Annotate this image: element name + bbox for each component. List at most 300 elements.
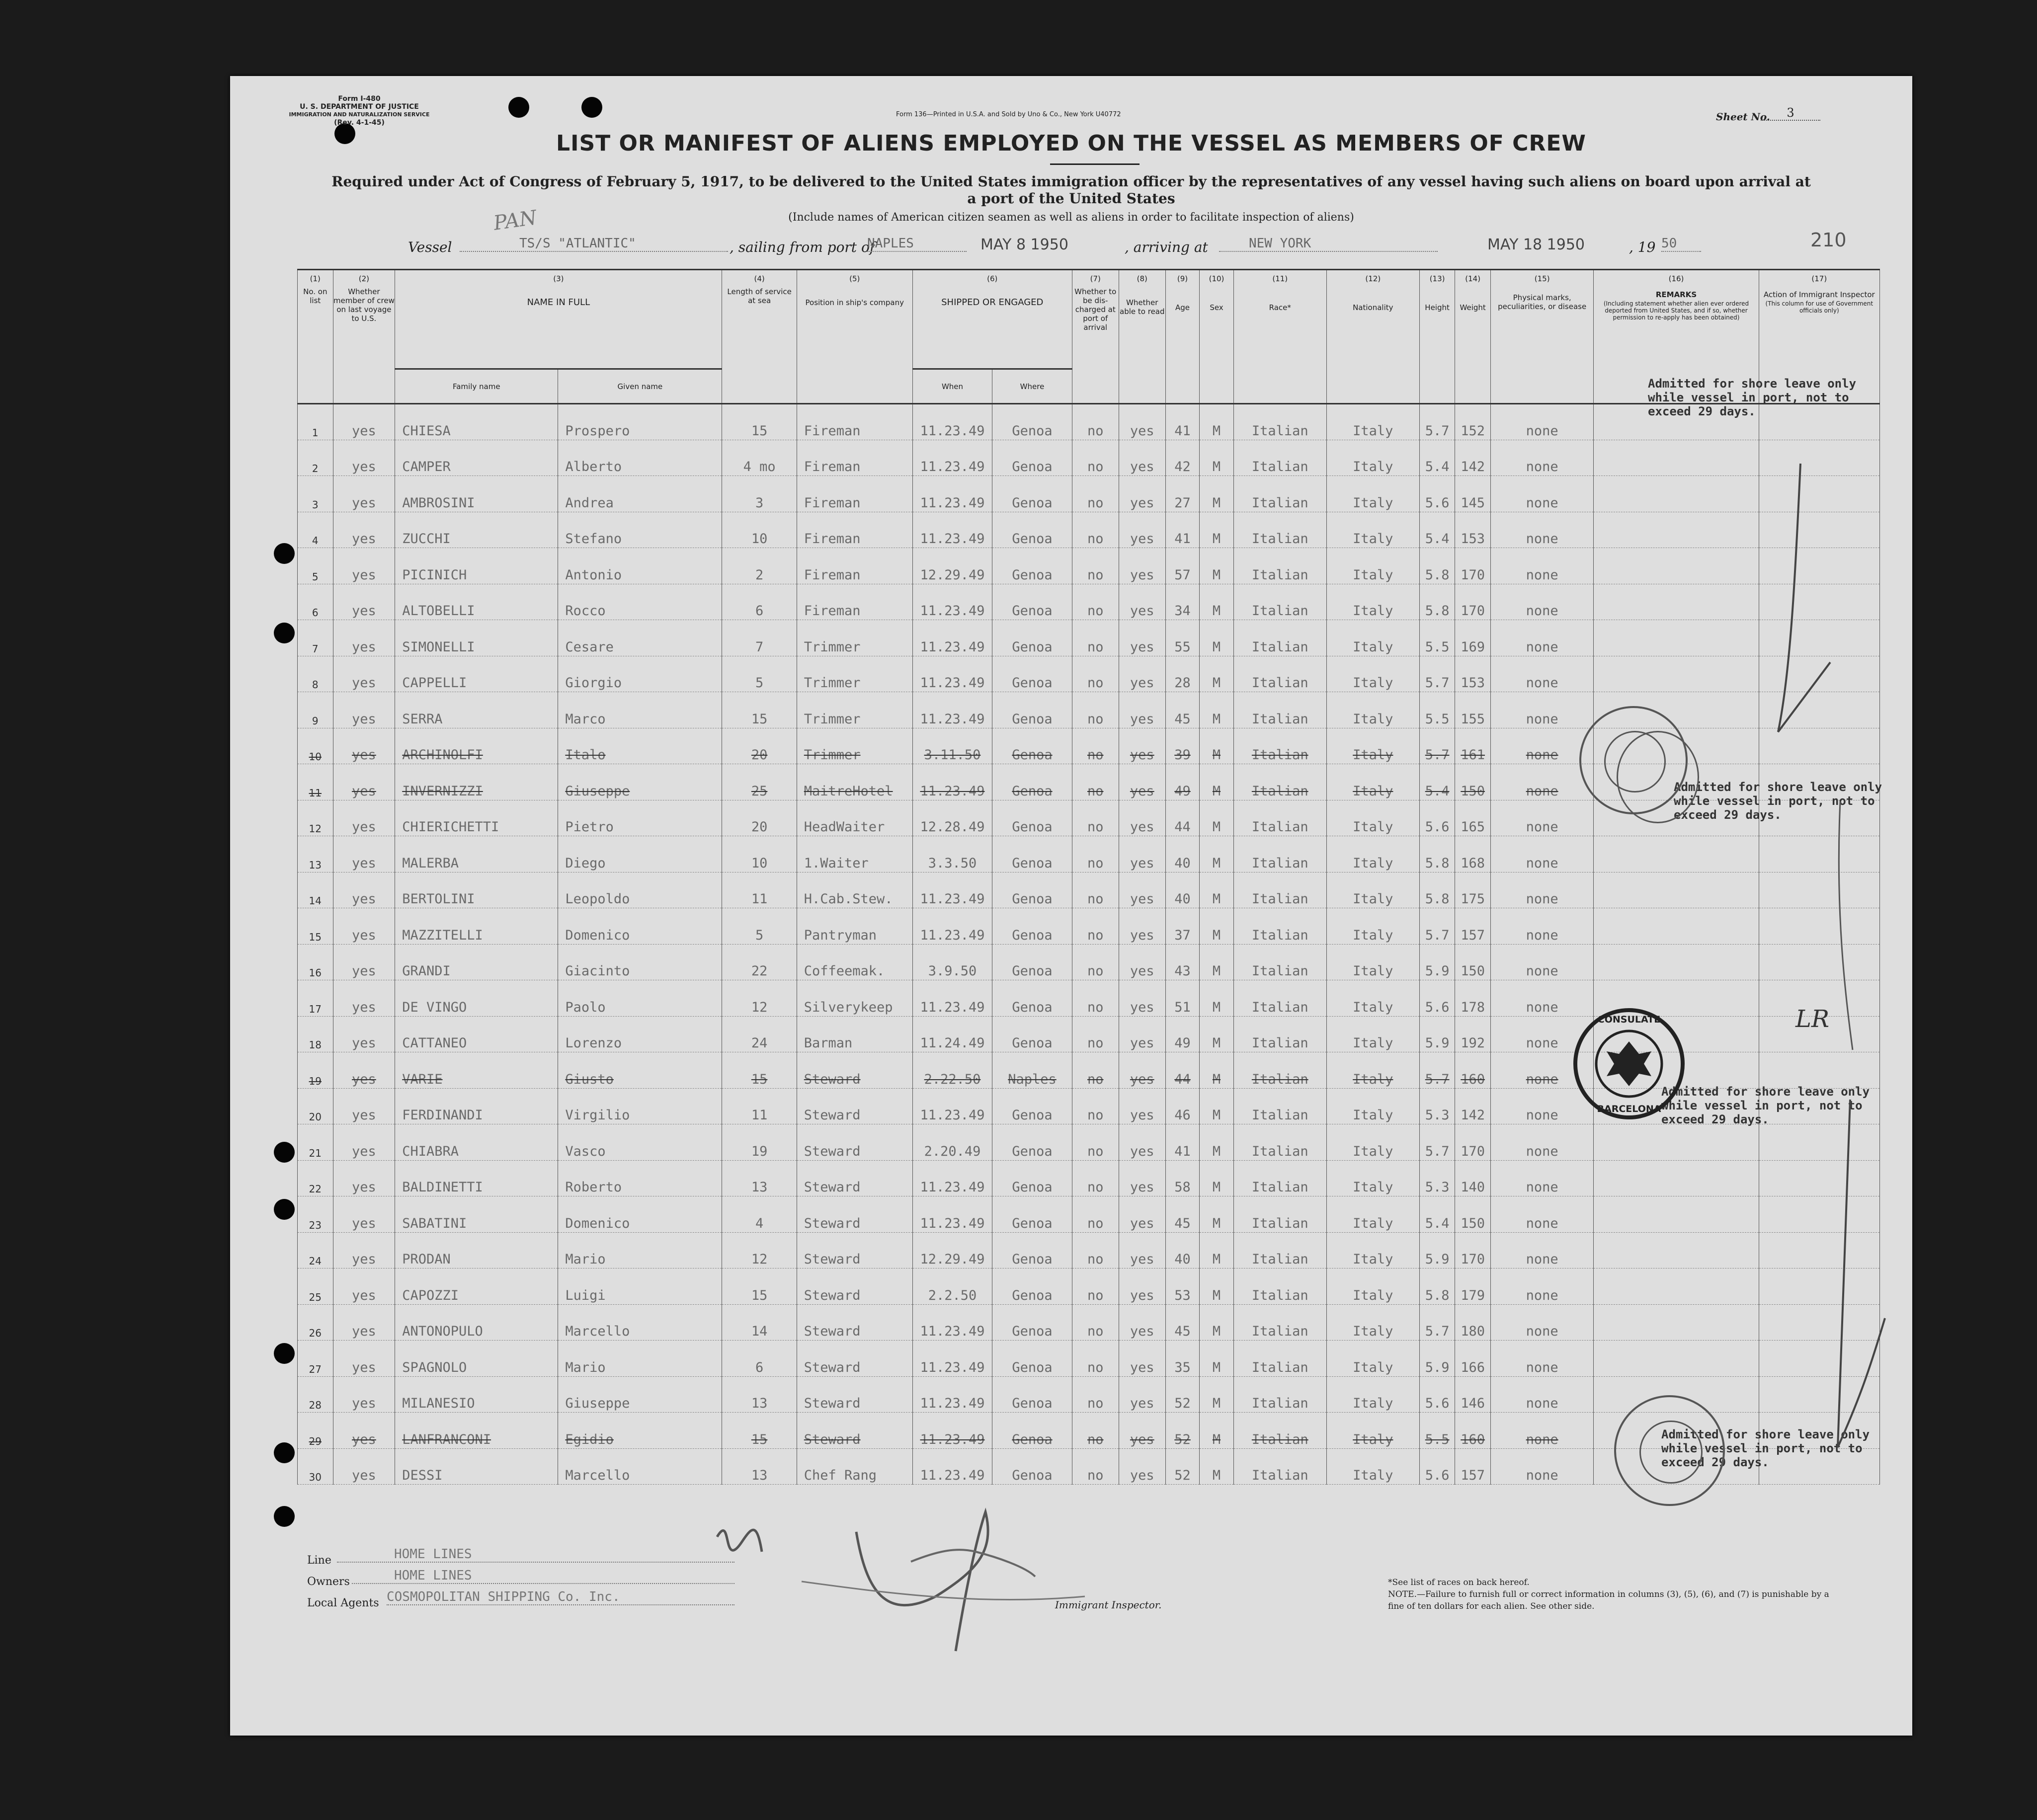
crew-engaged-when: 3.3.50 [912,836,992,872]
crew-position: Steward [797,1268,912,1305]
crew-age: 39 [1165,728,1199,764]
crew-nationality: Italy [1326,764,1419,800]
crew-position: Steward [797,1232,912,1268]
inspector-signature [677,1492,1174,1671]
crew-read: yes [1119,620,1165,656]
crew-marks: none [1490,1196,1593,1233]
crew-family-name: GRANDI [395,944,558,980]
crew-marks: none [1490,800,1593,836]
crew-age: 45 [1165,1196,1199,1233]
crew-marks: none [1490,728,1593,764]
col-where: Where [992,369,1072,404]
crew-nationality: Italy [1326,1268,1419,1305]
svg-text:BARCELONA: BARCELONA [1597,1104,1661,1114]
crew-sex: M [1200,764,1233,800]
crew-discharged: no [1072,1304,1119,1341]
crew-nationality: Italy [1326,728,1419,764]
crew-race: Italian [1233,764,1326,800]
col-name: (3) NAME IN FULL [395,270,722,369]
crew-position: Fireman [797,512,912,548]
crew-height: 5.8 [1419,1268,1455,1305]
crew-weight: 153 [1455,512,1491,548]
crew-height: 5.4 [1419,764,1455,800]
crew-nationality: Italy [1326,1160,1419,1196]
crew-service: 6 [722,584,797,620]
crew-member: yes [333,728,395,764]
crew-marks: none [1490,908,1593,945]
crew-no: 18 [298,1016,333,1052]
crew-no: 20 [298,1088,333,1124]
year-suffix: 50 [1661,236,1701,252]
crew-service: 6 [722,1341,797,1377]
crew-marks: none [1490,764,1593,800]
crew-member: yes [333,404,395,440]
table-row [298,1268,1880,1305]
col-height: (13) Height [1419,270,1455,404]
crew-race: Italian [1233,800,1326,836]
crew-member: yes [333,908,395,945]
crew-given-name: Paolo [558,980,722,1017]
crew-weight: 160 [1455,1052,1491,1089]
crew-engaged-when: 11.23.49 [912,764,992,800]
revision: (Rev. 4-1-45) [334,119,385,127]
crew-given-name: Giacinto [558,944,722,980]
crew-position: Steward [797,1088,912,1124]
crew-given-name: Alberto [558,440,722,476]
crew-no: 1 [298,404,333,440]
crew-given-name: Leopoldo [558,872,722,908]
crew-height: 5.3 [1419,1160,1455,1196]
crew-nationality: Italy [1326,908,1419,945]
crew-engaged-when: 12.29.49 [912,548,992,584]
crew-engaged-where: Genoa [992,1196,1072,1233]
crew-read: yes [1119,800,1165,836]
crew-engaged-where: Genoa [992,1088,1072,1124]
crew-given-name: Antonio [558,548,722,584]
crew-discharged: no [1072,1196,1119,1233]
crew-nationality: Italy [1326,836,1419,872]
penalty-note: NOTE.—Failure to furnish full or correct information in columns (3), (5), (6), and (7) is punishable by a fine of ten dollars for each alien. See other side. [1388,1589,1829,1611]
crew-engaged-where: Genoa [992,476,1072,512]
inspector-initials: LR [1795,1005,1830,1033]
col-marks: (15) Physical marks, peculiarities, or disease [1490,270,1593,404]
crew-position: Trimmer [797,728,912,764]
crew-member: yes [333,584,395,620]
crew-engaged-when: 11.23.49 [912,1088,992,1124]
crew-engaged-where: Genoa [992,404,1072,440]
crew-height: 5.7 [1419,1304,1455,1341]
crew-age: 45 [1165,1304,1199,1341]
crew-race: Italian [1233,476,1326,512]
crew-engaged-when: 11.23.49 [912,1304,992,1341]
crew-engaged-where: Genoa [992,656,1072,692]
table-row [298,944,1880,980]
ink-stamp [1614,1395,1725,1506]
crew-engaged-where: Genoa [992,764,1072,800]
crew-engaged-where: Genoa [992,1124,1072,1161]
crew-no: 19 [298,1052,333,1089]
arriving-label: , arriving at [1125,239,1208,255]
crew-weight: 178 [1455,980,1491,1017]
col-age: (9) Age [1165,270,1199,404]
crew-family-name: LANFRANCONI [395,1413,558,1449]
crew-member: yes [333,1124,395,1161]
crew-no: 6 [298,584,333,620]
crew-family-name: CHIERICHETTI [395,800,558,836]
crew-sex: M [1200,656,1233,692]
crew-given-name: Luigi [558,1268,722,1305]
col-given-name: Given name [558,369,722,404]
crew-discharged: no [1072,1052,1119,1089]
crew-position: Steward [797,1341,912,1377]
crew-service: 5 [722,908,797,945]
crew-age: 40 [1165,836,1199,872]
crew-discharged: no [1072,1124,1119,1161]
crew-no: 15 [298,908,333,945]
inspector-check-marks [1721,424,1910,1542]
crew-engaged-when: 11.23.49 [912,620,992,656]
crew-height: 5.7 [1419,1124,1455,1161]
crew-position: Steward [797,1376,912,1413]
crew-discharged: no [1072,1376,1119,1413]
crew-position: Steward [797,1124,912,1161]
crew-nationality: Italy [1326,1376,1419,1413]
crew-discharged: no [1072,1016,1119,1052]
crew-service: 4 [722,1196,797,1233]
crew-service: 12 [722,1232,797,1268]
crew-age: 57 [1165,548,1199,584]
crew-engaged-when: 2.20.49 [912,1124,992,1161]
crew-discharged: no [1072,908,1119,945]
crew-engaged-where: Genoa [992,1341,1072,1377]
table-row [298,836,1880,872]
crew-position: Steward [797,1304,912,1341]
crew-engaged-when: 11.23.49 [912,1160,992,1196]
crew-position: Trimmer [797,620,912,656]
col-sex: (10) Sex [1200,270,1233,404]
crew-sex: M [1200,692,1233,728]
crew-sex: M [1200,584,1233,620]
service-name: IMMIGRATION AND NATURALIZATION SERVICE [289,111,430,118]
crew-family-name: CAPOZZI [395,1268,558,1305]
crew-given-name: Marco [558,692,722,728]
crew-position: Barman [797,1016,912,1052]
corner-number: 210 [1810,229,1847,251]
crew-service: 7 [722,620,797,656]
crew-race: Italian [1233,548,1326,584]
crew-position: 1.Waiter [797,836,912,872]
crew-read: yes [1119,548,1165,584]
crew-weight: 150 [1455,1196,1491,1233]
crew-nationality: Italy [1326,1413,1419,1449]
crew-read: yes [1119,728,1165,764]
crew-member: yes [333,1196,395,1233]
crew-table [297,269,1880,1485]
crew-marks: none [1490,512,1593,548]
crew-no: 22 [298,1160,333,1196]
crew-service: 15 [722,404,797,440]
crew-weight: 155 [1455,692,1491,728]
crew-discharged: no [1072,728,1119,764]
table-row [298,872,1880,908]
crew-marks: none [1490,1124,1593,1161]
crew-sex: M [1200,1232,1233,1268]
crew-no: 30 [298,1448,333,1485]
crew-height: 5.8 [1419,836,1455,872]
crew-weight: 152 [1455,404,1491,440]
crew-age: 28 [1165,656,1199,692]
crew-given-name: Diego [558,836,722,872]
crew-sex: M [1200,548,1233,584]
crew-read: yes [1119,656,1165,692]
crew-position: Fireman [797,440,912,476]
crew-engaged-when: 3.11.50 [912,728,992,764]
crew-engaged-where: Genoa [992,584,1072,620]
crew-age: 52 [1165,1376,1199,1413]
crew-member: yes [333,620,395,656]
crew-given-name: Mario [558,1341,722,1377]
crew-sex: M [1200,1376,1233,1413]
requirement-text: Required under Act of Congress of February 5, 1917, to be delivered to the United States immigration officer by the representatives of any vessel having such aliens on board upon arrival at a port of the United States [331,173,1811,207]
crew-member: yes [333,1268,395,1305]
col-family-name: Family name [395,369,558,404]
crew-weight: 170 [1455,548,1491,584]
crew-no: 16 [298,944,333,980]
crew-discharged: no [1072,800,1119,836]
crew-weight: 175 [1455,872,1491,908]
crew-race: Italian [1233,872,1326,908]
crew-height: 5.6 [1419,476,1455,512]
crew-weight: 170 [1455,1232,1491,1268]
crew-engaged-where: Genoa [992,512,1072,548]
crew-family-name: CAMPER [395,440,558,476]
crew-race: Italian [1233,728,1326,764]
crew-position: Coffeemak. [797,944,912,980]
crew-engaged-where: Genoa [992,1232,1072,1268]
col-service: (4) Length of service at sea [722,270,797,404]
crew-given-name: Giorgio [558,656,722,692]
crew-read: yes [1119,1088,1165,1124]
crew-given-name: Egidio [558,1413,722,1449]
crew-weight: 157 [1455,1448,1491,1485]
crew-given-name: Pietro [558,800,722,836]
crew-height: 5.4 [1419,440,1455,476]
crew-read: yes [1119,1376,1165,1413]
crew-marks: none [1490,872,1593,908]
crew-weight: 142 [1455,1088,1491,1124]
crew-service: 12 [722,980,797,1017]
crew-discharged: no [1072,944,1119,980]
crew-sex: M [1200,1160,1233,1196]
crew-family-name: CHIABRA [395,1124,558,1161]
table-row [298,1341,1880,1377]
crew-position: HeadWaiter [797,800,912,836]
crew-weight: 166 [1455,1341,1491,1377]
crew-engaged-where: Genoa [992,1448,1072,1485]
crew-member: yes [333,512,395,548]
crew-discharged: no [1072,1413,1119,1449]
crew-race: Italian [1233,1088,1326,1124]
crew-given-name: Domenico [558,908,722,945]
col-nationality: (12) Nationality [1326,270,1419,404]
crew-height: 5.7 [1419,404,1455,440]
crew-sex: M [1200,872,1233,908]
crew-nationality: Italy [1326,800,1419,836]
crew-nationality: Italy [1326,476,1419,512]
crew-height: 5.7 [1419,1052,1455,1089]
crew-age: 27 [1165,476,1199,512]
punch-hole [274,623,295,643]
crew-no: 21 [298,1124,333,1161]
crew-age: 53 [1165,1268,1199,1305]
crew-sex: M [1200,1413,1233,1449]
crew-member: yes [333,1052,395,1089]
crew-service: 20 [722,728,797,764]
crew-family-name: SERRA [395,692,558,728]
sheet-number: 3 [1761,106,1820,121]
crew-no: 2 [298,440,333,476]
crew-race: Italian [1233,404,1326,440]
crew-sex: M [1200,944,1233,980]
crew-race: Italian [1233,620,1326,656]
crew-given-name: Prospero [558,404,722,440]
crew-service: 13 [722,1376,797,1413]
crew-read: yes [1119,1232,1165,1268]
crew-nationality: Italy [1326,548,1419,584]
crew-read: yes [1119,512,1165,548]
table-row [298,512,1880,548]
footer-notes [1388,1577,1835,1612]
crew-race: Italian [1233,1052,1326,1089]
crew-age: 42 [1165,440,1199,476]
table-row [298,1196,1880,1233]
crew-sex: M [1200,836,1233,872]
crew-marks: none [1490,620,1593,656]
crew-age: 37 [1165,908,1199,945]
sailing-label: , sailing from port of [730,239,875,255]
crew-position: Fireman [797,548,912,584]
port-of-arrival: NEW YORK [1219,236,1438,252]
crew-age: 35 [1165,1341,1199,1377]
crew-race: Italian [1233,440,1326,476]
punch-hole [581,97,602,118]
crew-family-name: MALERBA [395,836,558,872]
col-remarks: (16) REMARKS (Including statement whether alien ever ordered deported from United States, and if so, whether permission to re-apply has been obtained) [1594,270,1759,404]
crew-service: 13 [722,1160,797,1196]
crew-member: yes [333,1016,395,1052]
crew-read: yes [1119,1124,1165,1161]
crew-marks: none [1490,1088,1593,1124]
crew-given-name: Giusto [558,1052,722,1089]
crew-read: yes [1119,1304,1165,1341]
crew-marks: none [1490,1448,1593,1485]
crew-race: Italian [1233,512,1326,548]
crew-race: Italian [1233,1016,1326,1052]
crew-family-name: FERDINANDI [395,1088,558,1124]
crew-read: yes [1119,1341,1165,1377]
crew-family-name: CHIESA [395,404,558,440]
crew-height: 5.8 [1419,584,1455,620]
crew-age: 44 [1165,1052,1199,1089]
crew-family-name: CAPPELLI [395,656,558,692]
crew-read: yes [1119,1448,1165,1485]
crew-height: 5.5 [1419,1413,1455,1449]
crew-age: 44 [1165,800,1199,836]
crew-height: 5.8 [1419,548,1455,584]
crew-given-name: Andrea [558,476,722,512]
crew-member: yes [333,1088,395,1124]
crew-member: yes [333,692,395,728]
crew-position: Steward [797,1413,912,1449]
crew-height: 5.4 [1419,1196,1455,1233]
crew-read: yes [1119,440,1165,476]
crew-member: yes [333,440,395,476]
crew-service: 14 [722,1304,797,1341]
sheet-label: Sheet No. [1716,111,1770,123]
crew-race: Italian [1233,656,1326,692]
crew-read: yes [1119,1196,1165,1233]
col-shipped: (6) SHIPPED OR ENGAGED [912,270,1072,369]
crew-member: yes [333,980,395,1017]
crew-engaged-when: 2.2.50 [912,1268,992,1305]
crew-marks: none [1490,1341,1593,1377]
crew-engaged-where: Genoa [992,944,1072,980]
crew-discharged: no [1072,1088,1119,1124]
crew-race: Italian [1233,1124,1326,1161]
crew-sex: M [1200,440,1233,476]
crew-engaged-where: Genoa [992,728,1072,764]
crew-given-name: Vasco [558,1124,722,1161]
crew-family-name: SIMONELLI [395,620,558,656]
crew-engaged-when: 12.28.49 [912,800,992,836]
crew-race: Italian [1233,1268,1326,1305]
crew-age: 46 [1165,1088,1199,1124]
crew-member: yes [333,548,395,584]
crew-sex: M [1200,908,1233,945]
crew-race: Italian [1233,1376,1326,1413]
crew-weight: 169 [1455,620,1491,656]
crew-nationality: Italy [1326,1124,1419,1161]
crew-given-name: Mario [558,1232,722,1268]
crew-read: yes [1119,764,1165,800]
crew-discharged: no [1072,872,1119,908]
crew-no: 5 [298,548,333,584]
crew-read: yes [1119,1268,1165,1305]
agents-label: Local Agents [307,1597,379,1609]
crew-marks: none [1490,1304,1593,1341]
crew-sex: M [1200,1088,1233,1124]
crew-position: H.Cab.Stew. [797,872,912,908]
crew-family-name: BERTOLINI [395,872,558,908]
crew-weight: 170 [1455,1124,1491,1161]
crew-marks: none [1490,692,1593,728]
crew-member: yes [333,1413,395,1449]
crew-engaged-where: Genoa [992,440,1072,476]
crew-height: 5.9 [1419,1016,1455,1052]
crew-family-name: ANTONOPULO [395,1304,558,1341]
crew-weight: 140 [1455,1160,1491,1196]
crew-member: yes [333,656,395,692]
crew-family-name: SABATINI [395,1196,558,1233]
crew-discharged: no [1072,656,1119,692]
department: U. S. DEPARTMENT OF JUSTICE [300,103,419,111]
crew-sex: M [1200,476,1233,512]
crew-engaged-where: Genoa [992,908,1072,945]
crew-engaged-when: 11.24.49 [912,1016,992,1052]
crew-race: Italian [1233,692,1326,728]
owners-name: HOME LINES [352,1568,734,1584]
crew-no: 29 [298,1413,333,1449]
